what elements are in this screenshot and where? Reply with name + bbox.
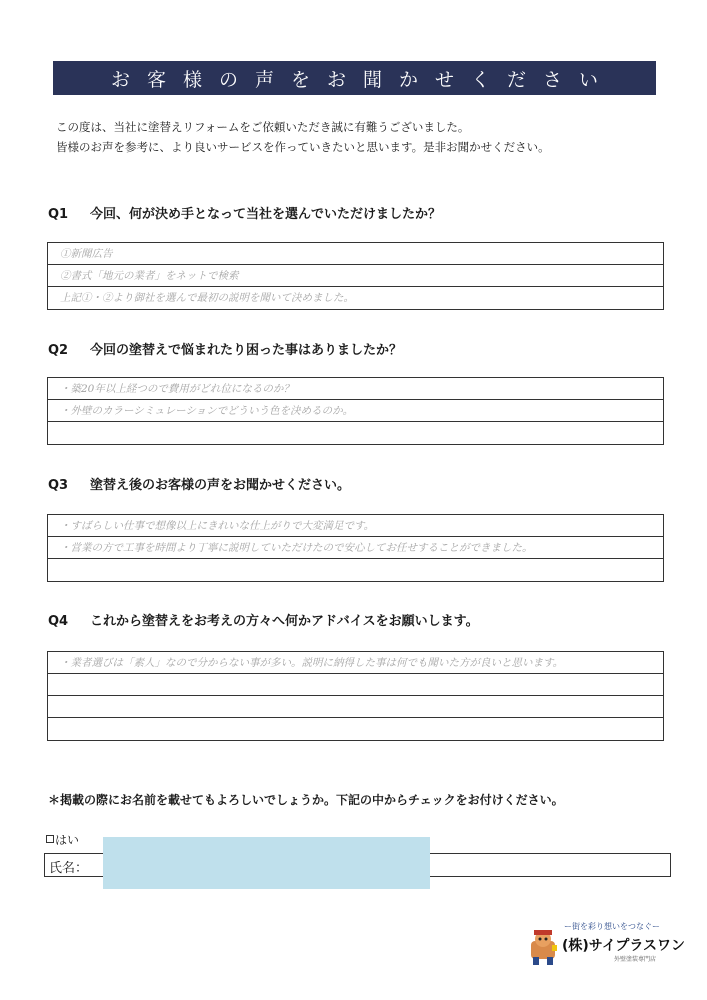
company-logo <box>528 921 685 981</box>
answer-row[interactable] <box>48 674 663 696</box>
question-3-text: 塗替え後のお客様の声をお聞かせください。 <box>90 478 351 493</box>
answer-row[interactable] <box>48 287 663 309</box>
question-2-text: 今回の塗替えで悩まれたり困った事はありましたか？ <box>90 343 403 358</box>
answer-text: ・すばらしい仕事で想像以上にきれいな仕上がりで大変満足です。 <box>60 520 375 532</box>
answer-row[interactable] <box>48 400 663 422</box>
question-4-number: Q4 <box>48 614 69 629</box>
question-4-answer-box <box>47 651 664 741</box>
answer-text: ・外壁のカラーシミュレーションでどういう色を決めるのか。 <box>60 405 354 417</box>
question-2-answer-box <box>47 377 664 445</box>
page-title: お客様の声をお聞かせください <box>53 61 656 95</box>
answer-row[interactable] <box>48 515 663 537</box>
logo-subtitle: 外壁塗装専門店 <box>614 956 657 963</box>
consent-yes-option[interactable] <box>46 831 79 848</box>
answer-row[interactable] <box>48 696 663 718</box>
consent-yes-label: はい <box>55 833 80 847</box>
redaction-block <box>103 837 430 889</box>
answer-row[interactable] <box>48 265 663 287</box>
question-1-title <box>48 203 441 222</box>
name-label: 氏名： <box>49 861 89 876</box>
answer-row[interactable] <box>48 243 663 265</box>
logo-company-name: (株)サイプラスワン <box>562 938 685 954</box>
answer-row[interactable] <box>48 378 663 400</box>
question-1-number: Q1 <box>48 207 69 222</box>
question-1-answer-box <box>47 242 664 310</box>
answer-text: 上記①・②より御社を選んで最初の説明を聞いて決めました。 <box>60 292 354 304</box>
question-4-text: これから塗替えをお考えの方々へ何かアドバイスをお願いします。 <box>90 614 479 629</box>
mascot-icon <box>528 927 558 967</box>
checkbox-icon[interactable] <box>46 835 54 843</box>
answer-text: ・築20年以上経つので費用がどれ位になるのか？ <box>60 383 294 395</box>
answer-text: ・営業の方で工事を時間より丁寧に説明していただけたので安心してお任せすることができました。 <box>60 542 533 554</box>
answer-row[interactable] <box>48 718 663 740</box>
intro-line-2: 皆様のお声を参考に、より良いサービスを作っていきたいと思います。是非お聞かせください。 <box>56 140 550 154</box>
answer-row[interactable] <box>48 559 663 581</box>
intro-line-1: この度は、当社に塗替えリフォームをご依頼いただき誠に有難うございました。 <box>56 120 470 134</box>
answer-text: ②書式「地元の業者」をネットで検索 <box>60 270 239 282</box>
question-4-title <box>48 610 479 629</box>
question-1-text: 今回、何が決め手となって当社を選んでいただけましたか？ <box>90 207 442 222</box>
answer-text: ・業者選びは「素人」なので分からない事が多い。説明に納得した事は何でも聞いた方が良いと思います。 <box>60 657 564 669</box>
answer-row[interactable] <box>48 422 663 444</box>
question-2-number: Q2 <box>48 343 69 358</box>
answer-text: ①新聞広告 <box>60 248 113 260</box>
answer-row[interactable] <box>48 652 663 674</box>
consent-question: ＊掲載の際にお名前を載せてもよろしいでしょうか。下記の中からチェックをお付けください。 <box>48 793 564 807</box>
question-3-answer-box <box>47 514 664 582</box>
logo-slogan: ー街を彩り想いをつなぐー <box>564 922 660 931</box>
question-2-title <box>48 339 402 358</box>
question-3-title <box>48 474 350 493</box>
answer-row[interactable] <box>48 537 663 559</box>
question-3-number: Q3 <box>48 478 69 493</box>
